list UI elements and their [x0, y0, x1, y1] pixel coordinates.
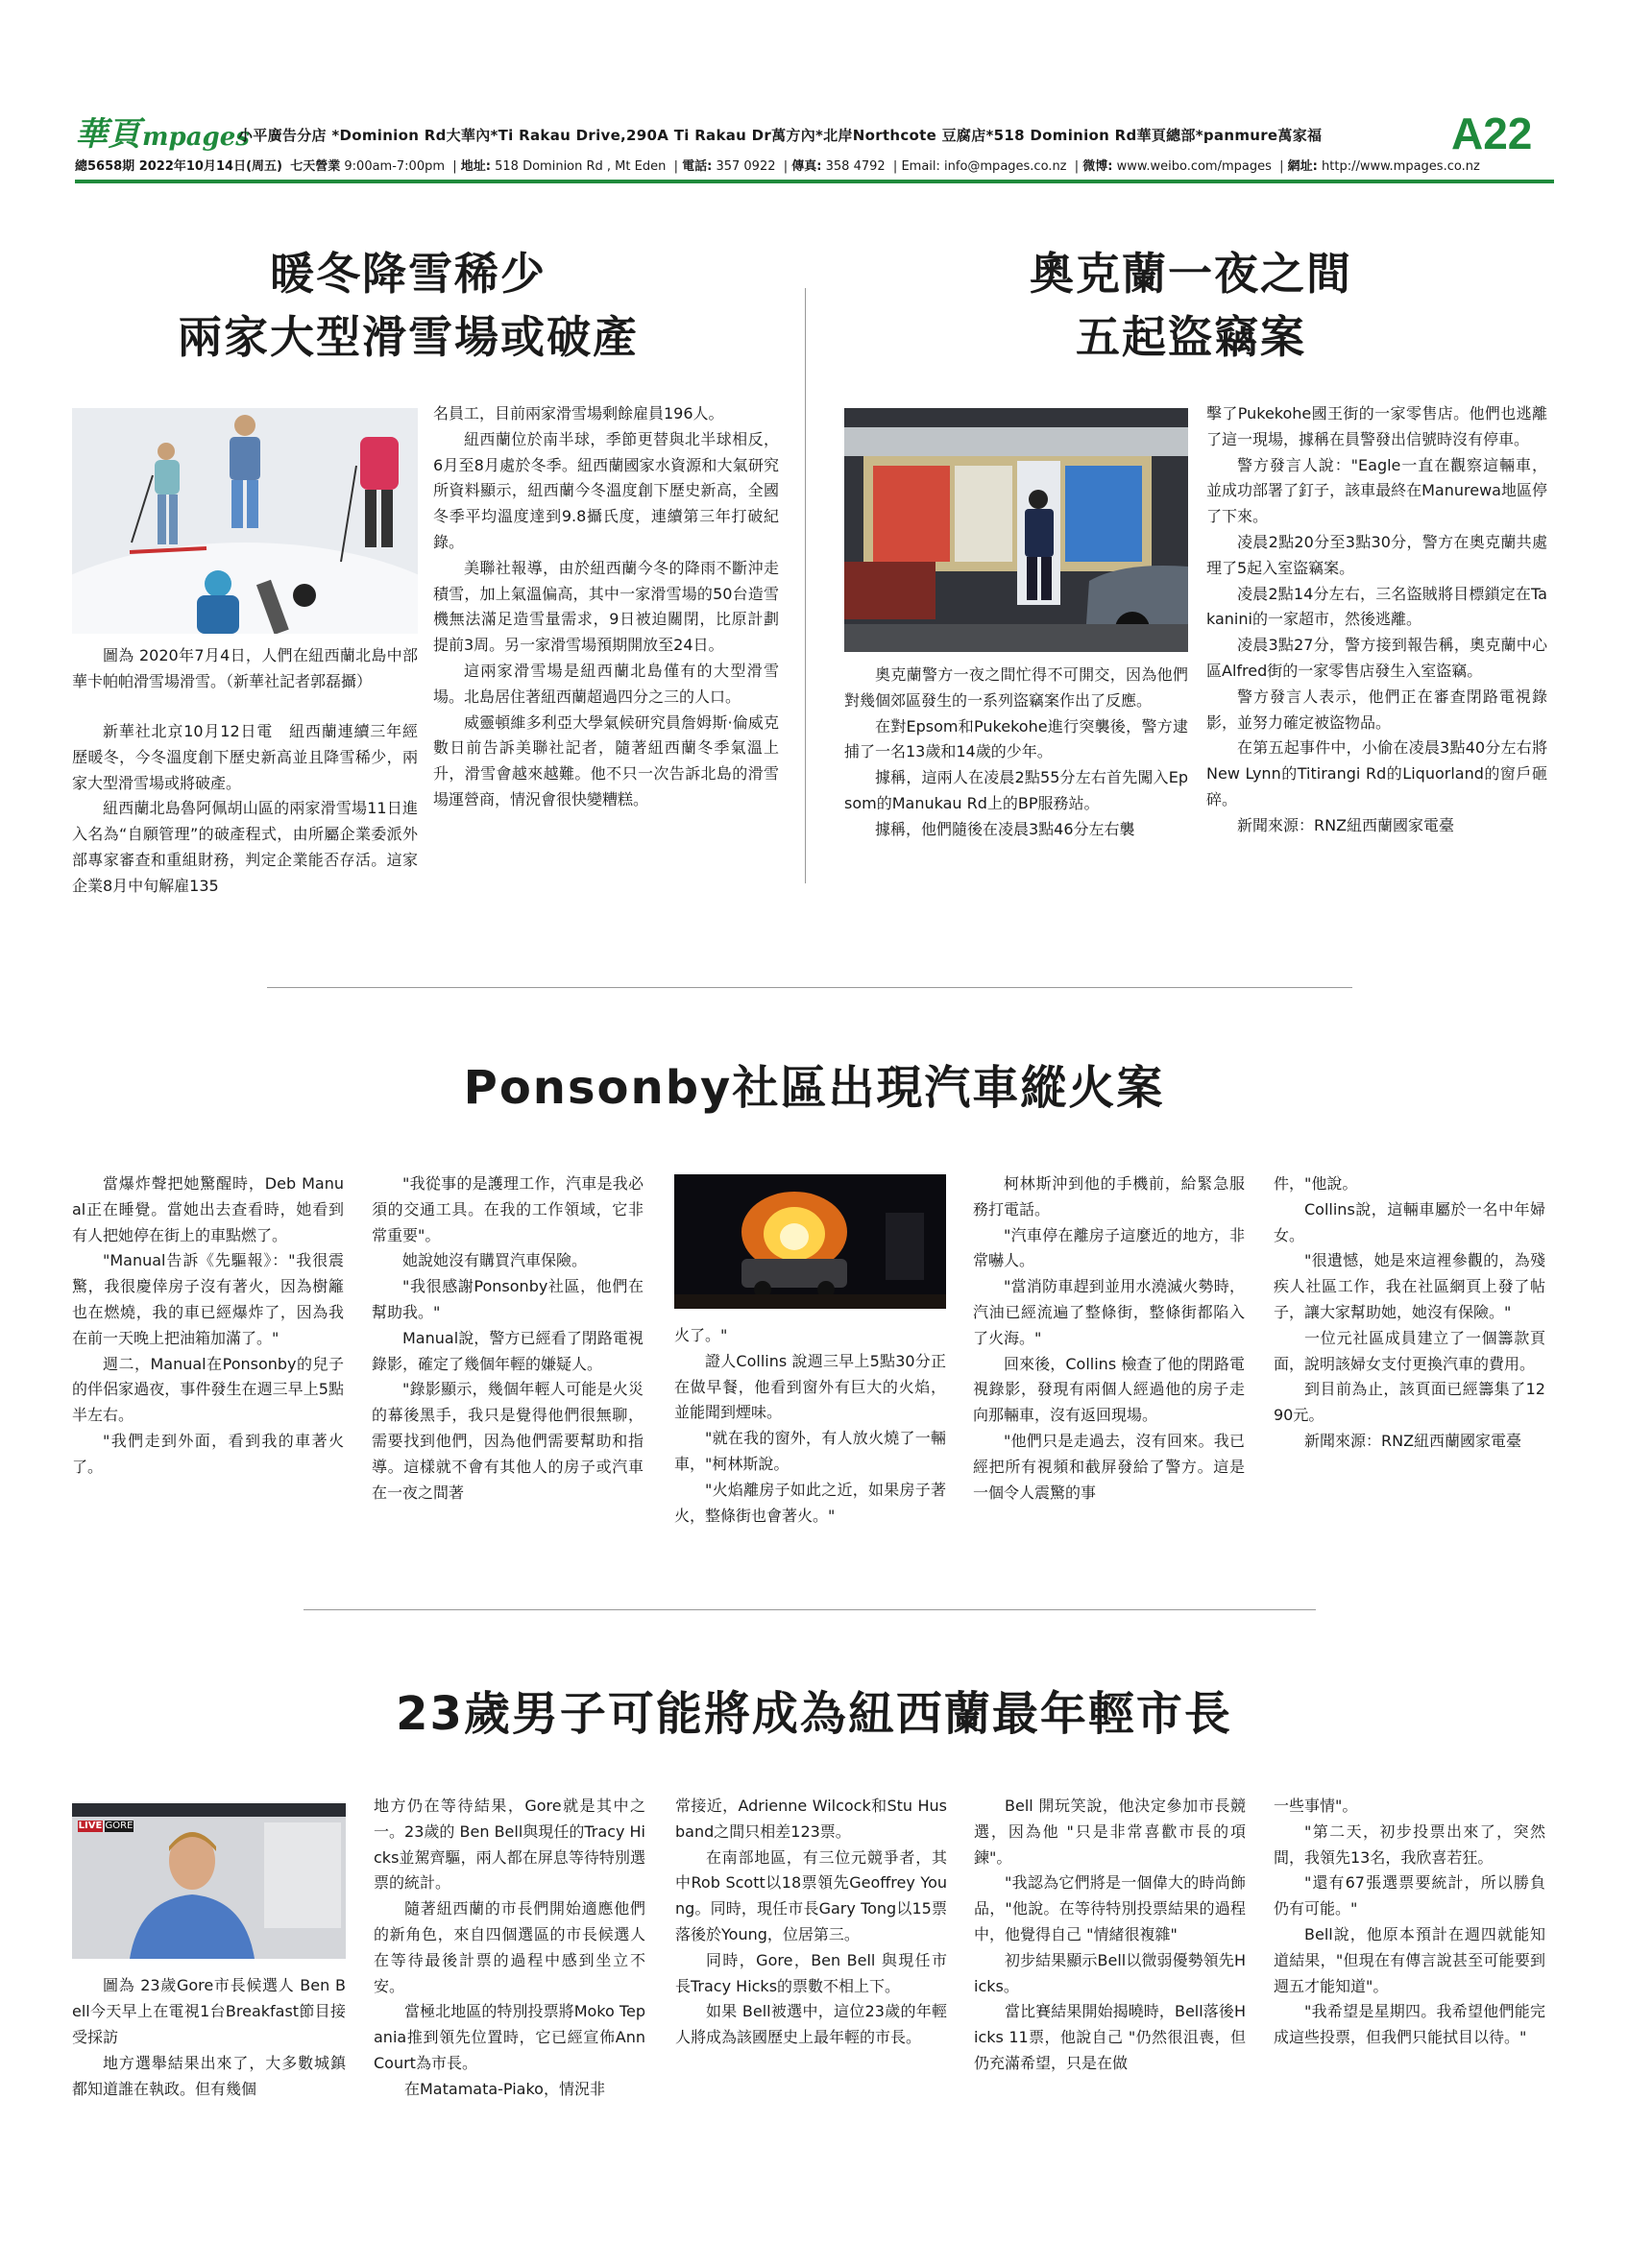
article2-paragraph: 凌晨3點27分，警方接到報告稱，奧克蘭中心區Alfred街的一家零售店發生入室盜竊。 — [1206, 636, 1547, 680]
article3-column3 — [674, 1323, 946, 1529]
phone: 357 0922 — [716, 159, 776, 174]
article4-paragraph: 當極北地區的特別投票將Moko Tepania推到領先位置時，它已經宣佈Ann Court為市長。 — [374, 2002, 645, 2072]
article1-headline — [72, 242, 744, 369]
article4-paragraph: Bell說，他原本預計在週四就能知道結果，"但現在有傳言說甚至可能要到週五才能知道"。 — [1274, 1924, 1545, 1995]
article3-paragraph: "我很感謝Ponsonby社區，他們在幫助我。" — [372, 1277, 644, 1321]
web-label: 網址: — [1287, 159, 1318, 174]
store-scene-illustration — [844, 408, 1188, 652]
hours-label: 七天營業 — [290, 159, 341, 174]
article4-paragraph: 隨著紐西蘭的市長們開始適應他們的新角色，來自四個選區的市長候選人在等待最後計票的過程中感到坐立不安。 — [374, 1899, 645, 1995]
article1-paragraph: 新華社北京10月12日電 紐西蘭連續三年經歷暖冬，今冬溫度創下歷史新高並且降雪稀少，兩家大型滑雪場或將破產。 — [72, 722, 418, 792]
article2-paragraph: 凌晨2點14分左右，三名盜賊將目標鎖定在Takanini的一家超市，然後逃離。 — [1206, 584, 1547, 629]
article4-paragraph: "我認為它們將是一個偉大的時尚飾品，"他說。在等待特別投票結果的過程中，他覺得自己 "情緒很複雜" — [974, 1873, 1246, 1943]
shelf-products-icon — [873, 466, 1142, 562]
article3-paragraph: 證人Collins 說週三早上5點30分正在做早餐，他看到窗外有巨大的火焰，並能聞到煙味。 — [674, 1351, 946, 1422]
article4-paragraph: 地方選舉結果出來了，大多數城鎮都知道誰在執政。但有幾個 — [72, 2054, 346, 2098]
article2-paragraph: 警方發言人表示，他們正在審查閉路電視錄影，並努力確定被盜物品。 — [1206, 687, 1547, 732]
article2-paragraph: 擊了Pukekohe國王街的一家零售店。他們也逃離了這一現場，據稱在員警發出信號時沒有停車。 — [1206, 404, 1547, 448]
article2-title-line1: 奧克蘭一夜之間 — [1030, 248, 1352, 300]
address-label: 地址: — [460, 159, 491, 174]
skiers-illustration — [72, 408, 418, 634]
article2-paragraph: 警方發言人說："Eagle一直在觀察這輛車，並成功部署了釘子，該車最終在Manurewa地區停了下來。 — [1206, 455, 1547, 526]
article2-paragraph: 據稱，這兩人在凌晨2點55分左右首先闖入Epsom的Manukau Rd上的BP服務站。 — [844, 768, 1188, 812]
article1-paragraph: 威靈頓維多利亞大學氣候研究員詹姆斯·倫威克數日前告訴美聯社記者，隨著紐西蘭冬季氣溫上升，滑雪會越來越難。他不只一次告訴北島的滑雪場運營商，情況會很快變糟糕。 — [433, 712, 779, 808]
article3-headline — [72, 1056, 1556, 1120]
article4-column4 — [974, 1794, 1246, 2077]
weibo-link[interactable]: www.weibo.com/mpages — [1116, 159, 1272, 174]
article3-source: 新聞來源：RNZ紐西蘭國家電臺 — [1304, 1431, 1522, 1450]
masthead-rule — [75, 180, 1554, 183]
article3-paragraph: "我們走到外面，看到我的車著火了。 — [72, 1431, 344, 1476]
article4-paragraph: 初步結果顯示Bell以微弱優勢領先Hicks。 — [974, 1950, 1246, 1995]
police-photo — [844, 408, 1188, 652]
website-link[interactable]: http://www.mpages.co.nz — [1322, 159, 1480, 174]
article1-paragraph: 紐西蘭位於南半球，季節更替與北半球相反，6月至8月處於冬季。紐西蘭國家水資源和大氣研究所資料顯示，紐西蘭今冬溫度創下歷史新高，全國冬季平均溫度達到9.8攝氏度，連續第三年打破紀錄。 — [433, 429, 779, 551]
article2-paragraph: 凌晨2點20分至3點30分，警方在奧克蘭共處理了5起入室盜竊案。 — [1206, 532, 1547, 577]
address: 518 Dominion Rd , Mt Eden — [495, 159, 667, 174]
article3-paragraph: 回來後，Collins 檢查了他的閉路電視錄影，發現有兩個人經過他的房子走向那輛車，沒有返回現場。 — [973, 1354, 1245, 1425]
article2-title-line2: 五起盜竊案 — [1076, 311, 1306, 363]
article4-title: 23歲男子可能將成為紐西蘭最年輕市長 — [396, 1687, 1232, 1741]
article4-column1 — [72, 2051, 346, 2103]
article1-title-line1: 暖冬降雪稀少 — [270, 248, 547, 300]
article1-column2 — [433, 401, 779, 813]
article3-paragraph: "很遺憾，她是來這裡參觀的，為殘疾人社區工作，我在社區網頁上發了帖子，讓大家幫助她，她沒有保險。" — [1274, 1251, 1545, 1321]
article3-column1 — [72, 1171, 344, 1481]
article1-paragraph: 名員工，目前兩家滑雪場剩餘雇員196人。 — [433, 404, 724, 422]
article3-paragraph: Collins說，這輛車屬於一名中年婦女。 — [1274, 1199, 1545, 1244]
article1-paragraph: 美聯社報導，由於紐西蘭今冬的降雨不斷沖走積雪，加上氣溫偏高，其中一家滑雪場的50台造雪機無法滿足造雪量需求，9日被迫關閉，比原計劃提前3周。另一家滑雪場預期開放至24日。 — [433, 558, 779, 655]
article4-paragraph: "還有67張選票要統計，所以勝負仍有可能。" — [1274, 1873, 1545, 1918]
article2-column2 — [1206, 401, 1547, 839]
article4-paragraph: 當比賽結果開始揭曉時，Bell落後Hicks 11票，他說自己 "仍然很沮喪，但仍充滿希望，只是在做 — [974, 2002, 1246, 2072]
article1-paragraph: 這兩家滑雪場是紐西蘭北島僅有的大型滑雪場。北島居住著紐西蘭超過四分之三的人口。 — [433, 661, 779, 706]
article1-column1 — [72, 719, 418, 900]
article4-caption — [72, 1973, 346, 2050]
article3-paragraph: 一位元社區成員建立了一個籌款頁面，說明該婦女支付更換汽車的費用。 — [1274, 1328, 1545, 1373]
article3-paragraph: "Manual告訴《先驅報》："我很震驚，我很慶倖房子沒有著火，因為樹籬也在燃燒，我的車已經爆炸了，因為我在前一天晚上把油箱加滿了。" — [72, 1251, 344, 1347]
article3-paragraph: "錄影顯示，幾個年輕人可能是火災的幕後黑手，我只是覺得他們很無聊，需要找到他們，因為他們需要幫助和指導。這樣就不會有其他人的房子或汽車在一夜之間著 — [372, 1380, 644, 1502]
article3-paragraph: 到目前為止，該頁面已經籌集了1290元。 — [1274, 1380, 1545, 1425]
phone-label: 電話: — [682, 159, 713, 174]
column-divider — [805, 288, 806, 883]
logo-english: mpages — [142, 123, 250, 152]
weibo-label: 微博: — [1082, 159, 1113, 174]
article4-paragraph: Bell 開玩笑說，他決定參加市長競選，因為他 "只是非常喜歡市長的項鍊"。 — [974, 1797, 1246, 1867]
article4-paragraph: 如果 Bell被選中，這位23歲的年輕人將成為該國歷史上最年輕的市長。 — [675, 2002, 947, 2047]
ski-photo — [72, 408, 418, 634]
article4-paragraph: 常接近，Adrienne Wilcock和Stu Husband之間只相差123票。 — [675, 1797, 947, 1841]
section-divider — [267, 987, 1352, 988]
car-fire-illustration — [674, 1174, 946, 1309]
article2-headline — [845, 242, 1537, 369]
article3-paragraph: 火了。" — [674, 1326, 728, 1344]
article2-paragraph: 在第五起事件中，小偷在凌晨3點40分左右將New Lynn的Titirangi Rd的Liquorland的窗戶砸碎。 — [1206, 738, 1547, 808]
article1-title-line2: 兩家大型滑雪場或破產 — [178, 311, 639, 363]
article3-paragraph: "當消防車趕到並用水澆滅火勢時，汽油已經流遍了整條街，整條街都陷入了火海。" — [973, 1277, 1245, 1347]
issue-date: 總5658期 2022年10月14日(周五) — [75, 159, 282, 174]
section-divider — [304, 1609, 1316, 1610]
article4-paragraph: 一些事情"。 — [1274, 1797, 1358, 1815]
article3-column2 — [372, 1171, 644, 1506]
article2-paragraph: 在對Epsom和Pukekohe進行突襲後，警方逮捕了一名13歲和14歲的少年。 — [844, 716, 1188, 761]
article3-paragraph: 當爆炸聲把她驚醒時，Deb Manual正在睡覺。當她出去查看時，她看到有人把她停在街上的車點燃了。 — [72, 1174, 344, 1244]
article3-paragraph: "就在我的窗外，有人放火燒了一輛車，"柯林斯說。 — [674, 1429, 946, 1473]
article4-column2 — [374, 1794, 645, 2103]
tv-live-badge: LIVE — [78, 1821, 103, 1831]
masthead — [75, 108, 1554, 184]
article4-headline — [72, 1682, 1556, 1746]
article4-paragraph: 在南部地區，有三位元競爭者，其中Rob Scott以18票領先Geoffrey Young。同時，現任市長Gary Tong以15票落後於Young，位居第三。 — [675, 1847, 947, 1943]
article3-column5 — [1274, 1171, 1545, 1455]
article4-paragraph: "我希望是星期四。我希望他們能完成這些投票，但我們只能拭目以待。" — [1274, 2002, 1545, 2047]
article2-source: 新聞來源：RNZ紐西蘭國家電臺 — [1237, 815, 1455, 834]
article3-paragraph: "我從事的是護理工作，汽車是我必須的交通工具。在我的工作領域，它非常重要"。 — [372, 1174, 644, 1244]
article3-paragraph: "汽車停在離房子這麼近的地方，非常嚇人。 — [973, 1225, 1245, 1270]
article3-paragraph: Manual說，警方已經看了閉路電視錄影，確定了幾個年輕的嫌疑人。 — [372, 1328, 644, 1373]
logo-chinese: 華頁 — [75, 115, 140, 154]
article3-paragraph: 週二，Manual在Ponsonby的兒子的伴侶家過夜，事件發生在週三早上5點半左右。 — [72, 1354, 344, 1425]
article1-caption-text: 圖為 2020年7月4日，人們在紐西蘭北島中部華卡帕帕滑雪場滑雪。（新華社記者郭磊攝） — [72, 646, 418, 690]
branch-ad-line: 小平廣告分店 *Dominion Rd大華內*Ti Rakau Drive,290A Ti Rakau Dr萬方內*北岸Northcote 豆腐店*518 Dominion Rd華頁總部*panmure萬家福 — [238, 127, 1323, 144]
article2-paragraph: 據稱，他們隨後在凌晨3點46分左右襲 — [875, 819, 1135, 838]
article4-column5 — [1274, 1794, 1545, 2051]
article4-paragraph: 地方仍在等待結果，Gore就是其中之一。23歲的 Ben Bell與現任的Tracy Hicks並駕齊驅，兩人都在屏息等待特別選票的統計。 — [374, 1797, 645, 1893]
email-link[interactable]: Email: info@mpages.co.nz — [901, 159, 1067, 174]
hours: 9:00am-7:00pm — [344, 159, 446, 174]
fax-label: 傳真: — [791, 159, 822, 174]
article4-paragraph: 在Matamata-Piako，情況非 — [404, 2079, 605, 2098]
article3-paragraph: 柯林斯沖到他的手機前，給緊急服務打電話。 — [973, 1174, 1245, 1218]
article3-title: Ponsonby社區出現汽車縱火案 — [463, 1061, 1165, 1115]
article3-paragraph: "他們只是走過去，沒有回來。我已經把所有視頻和截屏發給了警方。這是一個令人震驚的事 — [973, 1431, 1245, 1502]
article3-paragraph: 她說她沒有購買汽車保險。 — [402, 1251, 588, 1270]
tv-interview-photo — [72, 1803, 346, 1959]
tv-channel-label: GORE — [105, 1821, 134, 1831]
article4-column3 — [675, 1794, 947, 2051]
article3-paragraph: "火焰離房子如此之近，如果房子著火，整條街也會著火。" — [674, 1480, 946, 1525]
info-line: 總5658期 2022年10月14日(周五) 七天營業 9:00am-7:00pm | 地址: 518 Dominion Rd , Mt Eden | 電話: 357 0922 | 傳真: 358 4792 | Email: info@mpages.co.nz | 微博: www.weibo.com/mpages | 網址: http://www.mpages.co.nz — [75, 159, 1480, 174]
article2-column1 — [844, 663, 1188, 843]
article1-caption — [72, 643, 418, 695]
mpages-logo[interactable] — [75, 108, 250, 155]
article4-paragraph: "第二天，初步投票出來了，突然間，我領先13名，我欣喜若狂。 — [1274, 1822, 1545, 1867]
article4-caption-text: 圖為 23歲Gore市長候選人 Ben Bell今天早上在電視1台Breakfast節目接受採訪 — [72, 1976, 346, 2046]
page-number: A22 — [1451, 109, 1533, 158]
article3-column4 — [973, 1171, 1245, 1506]
article4-paragraph: 同時，Gore，Ben Bell 與現任市長Tracy Hicks的票數不相上下。 — [675, 1950, 947, 1995]
article2-paragraph: 奧克蘭警方一夜之間忙得不可開交，因為他們對幾個郊區發生的一系列盜竊案作出了反應。 — [844, 665, 1188, 710]
car-fire-photo — [674, 1174, 946, 1309]
article1-paragraph: 紐西蘭北島魯阿佩胡山區的兩家滑雪場11日進入名為“自願管理”的破產程式，由所屬企業委派外部專家審查和重組財務，判定企業能否存活。這家企業8月中旬解雇135 — [72, 799, 418, 895]
article3-paragraph: 件，"他說。 — [1274, 1174, 1358, 1193]
fax: 358 4792 — [825, 159, 886, 174]
